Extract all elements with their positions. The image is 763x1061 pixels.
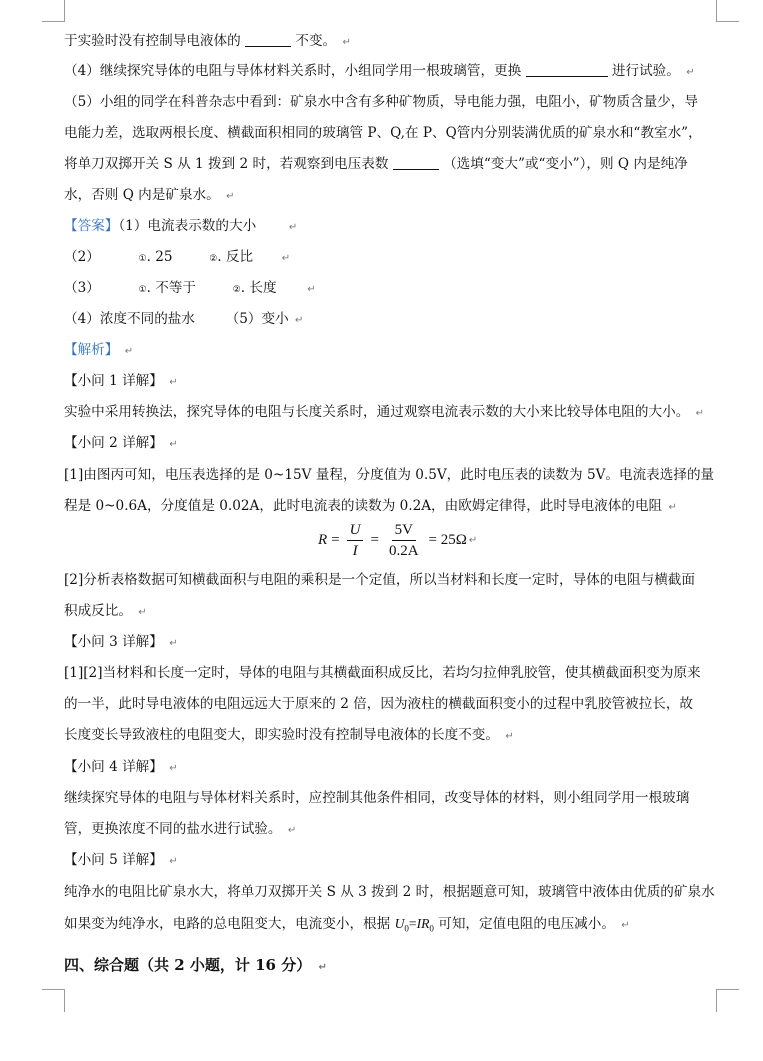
question-text: （选填“变大”或“变小”），则 Q 内是纯净 [443,156,688,172]
analysis-line: 实验中采用转换法，探究导体的电阻与长度关系时，通过观察电流表示数的大小来比较导体电阻的大小。 ↵ [64,404,705,420]
question-line [64,31,351,53]
subquestion-title: 【小问 5 详解】 ↵ [64,852,178,868]
paragraph-mark: ↵ [668,502,677,513]
analysis-line: 管，更换浓度不同的盐水进行试验。 ↵ [64,821,297,837]
paragraph-mark: ↵ [307,284,316,295]
paragraph-mark: ↵ [288,222,298,233]
answer-text: . 不等于 [146,280,197,296]
paragraph-mark: ↵ [226,191,235,202]
paragraph-mark: ↵ [686,67,695,78]
answer-text: . 反比 [217,249,254,265]
answer-text: （1）电流表示数的大小 [118,218,257,234]
analysis-line: [1]由图丙可知，电压表选择的是 0~15V 量程，分度值为 0.5V，此时电压表的读数为 5V。电流表选择的量 [64,467,715,483]
paragraph-mark: ↵ [169,856,178,867]
answer-line [64,247,290,269]
question-text: 不变。 [295,33,337,49]
analysis-line: [2]分析表格数据可知横截面积与电阻的乘积是一个定值，所以当材料和长度一定时，导体的电阻与横截面 [64,572,695,588]
paragraph-mark: ↵ [287,825,297,836]
answer-blank [245,32,291,47]
answer-blank [393,155,439,170]
analysis-line: 程是 0~0.6A，分度值是 0.02A，此时电流表的读数为 0.2A，由欧姆定律得，此时导电液体的电阻 ↵ [64,498,677,514]
paragraph-mark: ↵ [124,346,134,357]
question-text: 于实验时没有控制导电液体的 [64,33,241,49]
question-text: 将单刀双掷开关 S 从 1 拨到 2 时，若观察到电压表数 [64,156,389,172]
analysis-line: 纯净水的电阻比矿泉水大，将单刀双掷开关 S 从 3 拨到 2 时，根据题意可知，玻璃管中液体由优质的矿泉水 [64,884,715,900]
circled-number: ② [232,285,241,295]
subquestion-title: 【小问 2 详解】 ↵ [64,435,178,451]
subquestion-title: 【小问 1 详解】 ↵ [64,373,178,389]
paragraph-mark: ↵ [342,37,351,48]
corner-mark-top-left [42,0,65,22]
answer-text: （4）浓度不同的盐水 [64,311,195,327]
circled-number: ① [138,254,147,264]
analysis-line: 的一半，此时导电液体的电阻远远大于原来的 2 倍，因为液柱的横截面积变小的过程中乳胶管被拉长，故 [64,696,694,712]
corner-mark-bottom-left [42,989,65,1012]
paragraph-mark: ↵ [318,962,327,973]
question-text: 进行试验。 [611,63,680,79]
paragraph-mark: ↵ [695,408,705,419]
answer-line [64,216,297,238]
analysis-line: 如果变为纯净水，电路的总电阻变大，电流变小，根据 $U_0=IR_0$ 可知，定值电阻的电压减小。 ↵ [64,916,630,934]
answer-text: （5）变小 [225,311,289,327]
subquestion-title: 【小问 4 详解】 ↵ [64,759,178,775]
fraction-u-over-i: $\frac{U}{I}$ [347,521,364,560]
ohms-law-formula: R = $\frac{U}{I}$ = $\frac{5V}{0.2A}$ = 25Ω ↵ [318,521,478,559]
paragraph-mark: ↵ [505,731,514,742]
paragraph-mark: ↵ [169,377,178,388]
paragraph-mark: ↵ [138,607,147,618]
paragraph-mark: ↵ [169,638,178,649]
question-line [64,185,234,207]
analysis-line: [1][2]当材料和长度一定时，导体的电阻与其横截面积成反比，若均匀拉伸乳胶管，使其横截面积变为原来 [64,665,701,681]
corner-mark-bottom-right [716,989,739,1012]
question-text: 电能力差，选取两根长度、横截面积相同的玻璃管 P、Q,在 P、Q管内分别装满优质的矿泉水和“教室水”， [64,125,702,141]
paragraph-mark: ↵ [169,763,178,774]
question-text: （4）继续探究导体的电阻与导体材料关系时，小组同学用一根玻璃管，更换 [64,63,522,79]
question-line [64,61,695,83]
question-text: （5）小组的同学在科普杂志中看到：矿泉水中含有多种矿物质，导电能力强，电阻小，矿物质含量少，导 [64,94,698,110]
answer-text: . 长度 [240,280,277,296]
analysis-line: 继续探究导体的电阻与导体材料关系时，应控制其他条件相同，改变导体的材料，则小组同学用一根玻璃 [64,790,690,806]
answer-tag: 【答案】 [64,218,119,234]
answer-text: （3） [64,280,100,296]
paragraph-mark: ↵ [169,439,178,450]
paragraph-mark: ↵ [468,534,478,546]
answer-line [64,309,303,331]
circled-number: ① [138,285,147,295]
analysis-line: 积成反比。 ↵ [64,603,147,619]
section-heading: 四、综合题（共 2 小题，计 16 分） ↵ [64,956,327,974]
answer-blank [526,62,608,77]
corner-mark-top-right [716,0,739,22]
fraction-values: $\frac{5V}{0.2A}$ [388,521,419,559]
analysis-tag: 【解析】 [64,342,119,358]
paragraph-mark: ↵ [295,315,304,326]
inline-formula: $U_0=IR_0$ [394,916,434,934]
subquestion-title: 【小问 3 详解】 ↵ [64,634,178,650]
analysis-tag-line [64,340,133,362]
question-line [64,123,702,143]
question-line [64,92,698,112]
answer-text: . 25 [146,249,173,265]
paragraph-mark: ↵ [621,920,630,931]
paragraph-mark: ↵ [281,253,291,264]
question-text: 水，否则 Q 内是矿泉水。 [64,187,220,203]
answer-line [64,278,316,300]
analysis-line: 长度变长导致液柱的电阻变大，即实验时没有控制导电液体的长度不变。 ↵ [64,727,514,743]
circled-number: ② [209,254,218,264]
question-line [64,154,688,174]
answer-text: （2） [64,249,100,265]
